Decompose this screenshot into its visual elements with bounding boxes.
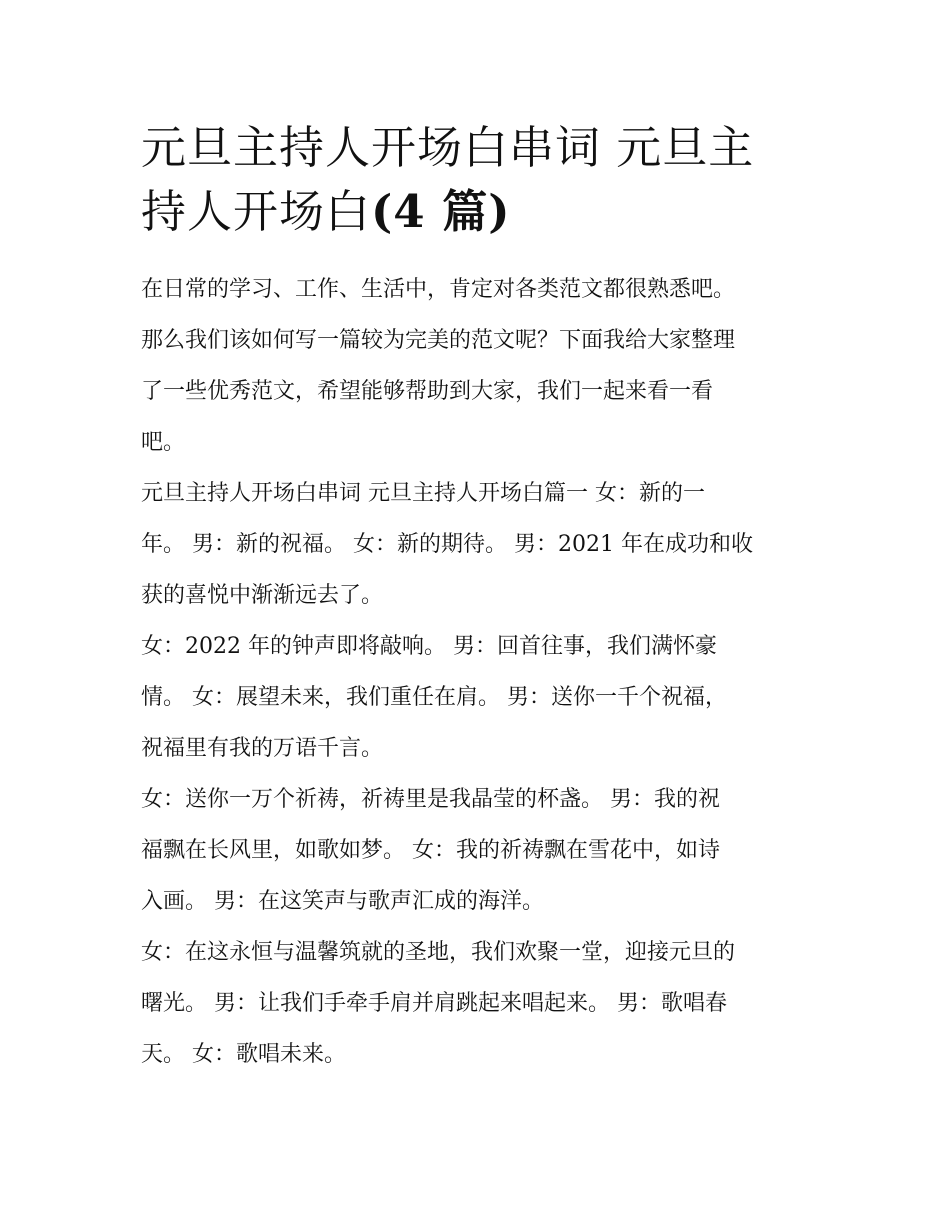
paragraph-line: 女：送你一万个祈祷，祈祷里是我晶莹的杯盏。 男：我的祝 (141, 787, 720, 812)
paragraph-line: 福飘在长风里，如歌如梦。 女：我的祈祷飘在雪花中，如诗 (141, 838, 720, 863)
paragraph-line: 女：在这永恒与温馨筑就的圣地，我们欢聚一堂，迎接元旦的 (141, 940, 736, 965)
paragraph-2 (141, 621, 813, 774)
paragraph-line: 入画。 男：在这笑声与歌声汇成的海洋。 (141, 889, 544, 914)
paragraph-line: 获的喜悦中渐渐远去了。 (141, 583, 384, 608)
document-body (141, 264, 813, 1080)
paragraph-line: 那么我们该如何写一篇较为完美的范文呢？下面我给大家整理 (141, 328, 736, 353)
title-line-2-text: 持人开场白 (141, 185, 372, 238)
paragraph-line: 了一些优秀范文，希望能够帮助到大家，我们一起来看一看 (141, 379, 714, 404)
paragraph-line: 情。 女：展望未来，我们重任在肩。 男：送你一千个祝福， (141, 685, 727, 710)
paragraph-line: 曙光。 男：让我们手牵手肩并肩跳起来唱起来。 男：歌唱春 (141, 991, 727, 1016)
title-line-1: 元旦主持人开场白串词 元旦主 (141, 121, 755, 174)
paragraph-intro (141, 264, 813, 468)
paragraph-line: 吧。 (141, 430, 186, 455)
paragraph-line: 祝福里有我的万语千言。 (141, 736, 384, 761)
document-title (141, 116, 813, 244)
paragraph-line: 女：2022 年的钟声即将敲响。 男：回首往事，我们满怀豪 (141, 634, 717, 659)
paragraph-line: 元旦主持人开场白串词 元旦主持人开场白篇一 女：新的一 (141, 481, 705, 506)
title-count: (4 篇) (371, 185, 511, 238)
document-content (141, 116, 813, 1080)
paragraph-line: 年。 男：新的祝福。 女：新的期待。 男：2021 年在成功和收 (141, 532, 753, 557)
paragraph-line: 天。 女：歌唱未来。 (141, 1042, 346, 1067)
paragraph-1 (141, 468, 813, 621)
paragraph-line: 在日常的学习、工作、生活中，肯定对各类范文都很熟悉吧。 (141, 277, 736, 302)
paragraph-4 (141, 927, 813, 1080)
title-line-2 (141, 180, 813, 244)
paragraph-3 (141, 774, 813, 927)
